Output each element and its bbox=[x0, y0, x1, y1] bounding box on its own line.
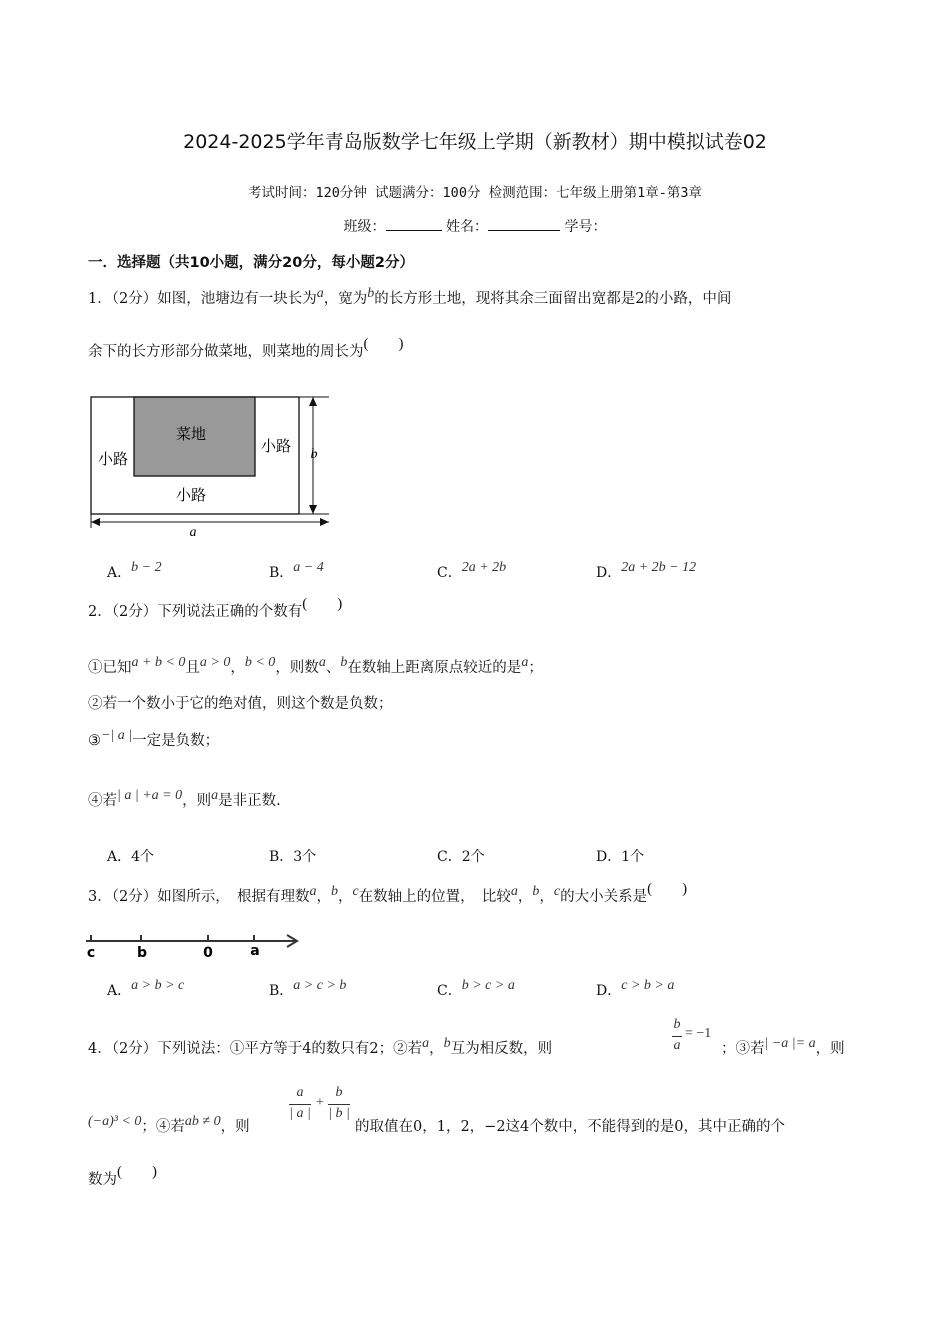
q1-answer-paren[interactable]: ( ) bbox=[363, 336, 404, 352]
s1-math: b < 0 bbox=[244, 655, 276, 670]
frac1-bar bbox=[289, 1104, 311, 1105]
q1-option-a[interactable] bbox=[107, 562, 162, 582]
frac1-denominator: | a | bbox=[289, 1106, 311, 1121]
q3-math: a bbox=[510, 884, 518, 899]
q1-text-line2: 余下的长方形部分做菜地，则菜地的周长为 bbox=[88, 344, 364, 360]
q1-figure bbox=[86, 392, 336, 542]
option-text: 3个 bbox=[293, 849, 317, 865]
q4-text: 互为相反数，则 bbox=[450, 1041, 553, 1057]
class-label: 班级： bbox=[343, 219, 386, 235]
s1-math: a bbox=[521, 655, 529, 670]
option-label: B． bbox=[269, 983, 294, 999]
plus-sign: + bbox=[316, 1095, 324, 1110]
q1-line2 bbox=[88, 336, 404, 361]
q4-text: ，则 bbox=[220, 1119, 250, 1135]
q3-answer-paren[interactable]: ( ) bbox=[647, 881, 688, 897]
s4-text: ，则 bbox=[182, 793, 212, 809]
road-left-label: 小路 bbox=[97, 450, 129, 468]
q2-option-c[interactable] bbox=[437, 846, 485, 866]
option-expr: b > c > a bbox=[461, 978, 515, 993]
option-label: C． bbox=[437, 849, 462, 865]
width-arrow-right bbox=[320, 518, 329, 526]
q1-var-b: b bbox=[367, 286, 375, 301]
q1-option-d[interactable] bbox=[596, 562, 696, 582]
s1-text: ①已知 bbox=[88, 660, 132, 676]
option-label: C． bbox=[437, 565, 462, 581]
road-right-label: 小路 bbox=[260, 437, 292, 455]
option-label: C． bbox=[437, 983, 462, 999]
q3-math: b bbox=[330, 884, 338, 899]
q4-math: a bbox=[422, 1036, 430, 1051]
option-expr: a > b > c bbox=[131, 978, 185, 993]
s1-math: b bbox=[340, 655, 348, 670]
q3-text: ， bbox=[517, 889, 533, 905]
s3-math: −| a | bbox=[101, 728, 133, 743]
q4-text: ；③若 bbox=[721, 1041, 765, 1057]
frac-numerator: b bbox=[673, 1017, 681, 1032]
exam-info: 考试时间：120分钟 试题满分：100分 检测范围：七年级上册第1章-第3章 bbox=[248, 185, 702, 201]
q3-number-line bbox=[84, 930, 304, 964]
student-info-line bbox=[0, 216, 950, 236]
q3-math: b bbox=[532, 884, 540, 899]
dim-height-label: b bbox=[310, 447, 318, 462]
s1-text: 、 bbox=[325, 660, 341, 676]
width-arrow-left bbox=[91, 518, 100, 526]
q2-stem-text: 2．（2分）下列说法正确的个数有 bbox=[88, 604, 303, 620]
q4-text: ；④若 bbox=[141, 1119, 185, 1135]
dim-width-label: a bbox=[189, 525, 197, 540]
option-label: A． bbox=[107, 565, 132, 581]
q1-text-b: ，宽为 bbox=[323, 291, 368, 307]
frac2-numerator: b bbox=[335, 1085, 343, 1100]
q3-text: 在数轴上的位置， 比较 bbox=[358, 889, 511, 905]
s4-text: 是非正数. bbox=[218, 793, 281, 809]
q4-math: b bbox=[443, 1036, 451, 1051]
q1-text-a: 1．（2分）如图，池塘边有一块长为 bbox=[88, 291, 317, 307]
q2-statement-4 bbox=[88, 789, 281, 810]
frac2-denominator: | b | bbox=[328, 1106, 350, 1121]
q4-text: 4．（2分）下列说法：①平方等于4的数只有2；②若 bbox=[88, 1041, 423, 1057]
q2-statement-1 bbox=[88, 656, 543, 677]
label-a: a bbox=[250, 943, 260, 959]
id-label: 学号： bbox=[564, 219, 607, 235]
q4-math: (−a)³ < 0 bbox=[88, 1114, 142, 1129]
frac1-numerator: a bbox=[296, 1085, 304, 1100]
section-heading: 一．选择题（共10小题，满分20分，每小题2分） bbox=[88, 255, 414, 271]
q3-option-c[interactable] bbox=[437, 980, 515, 1000]
s1-math: a bbox=[318, 655, 326, 670]
q4-text: ，则 bbox=[815, 1041, 845, 1057]
q3-text: ， bbox=[337, 889, 353, 905]
option-expr: b − 2 bbox=[131, 560, 162, 575]
s4-math: | a | +a = 0 bbox=[117, 788, 183, 803]
class-blank[interactable] bbox=[386, 216, 442, 231]
page-title: 2024-2025学年青岛版数学七年级上学期（新教材）期中模拟试卷02 bbox=[183, 131, 767, 153]
q4-line1 bbox=[88, 1037, 552, 1058]
q4-text: ， bbox=[429, 1041, 444, 1057]
label-0: 0 bbox=[203, 945, 213, 961]
garden-label: 菜地 bbox=[175, 425, 207, 443]
q1-line1 bbox=[88, 287, 731, 308]
q2-statement-2: ②若一个数小于它的绝对值，则这个数是负数； bbox=[88, 696, 393, 712]
option-text: 4个 bbox=[131, 849, 155, 865]
option-expr: 2a + 2b − 12 bbox=[621, 560, 697, 575]
option-expr: a > c > b bbox=[293, 978, 347, 993]
option-label: A． bbox=[107, 849, 132, 865]
q3-math: c bbox=[352, 884, 359, 899]
s1-text: ，则数 bbox=[275, 660, 319, 676]
name-blank[interactable] bbox=[488, 216, 560, 231]
frac-denominator: a bbox=[673, 1038, 681, 1053]
q4-text: 数为 bbox=[88, 1172, 117, 1188]
q1-text-c: 的长方形土地，现将其余三面留出宽都是2的小路，中间 bbox=[374, 291, 732, 307]
option-text: 1个 bbox=[621, 849, 645, 865]
option-label: D． bbox=[596, 849, 622, 865]
s1-text: ； bbox=[528, 660, 543, 676]
q3-text: ， bbox=[539, 889, 554, 905]
q3-option-d[interactable] bbox=[596, 980, 674, 1000]
frac2-bar bbox=[328, 1104, 350, 1105]
q3-math: c bbox=[553, 884, 561, 899]
q2-stem bbox=[88, 596, 343, 621]
q4-answer-paren[interactable]: ( ) bbox=[117, 1164, 157, 1180]
q4-math: | −a |= a bbox=[764, 1036, 816, 1051]
s1-text: ， bbox=[230, 660, 245, 676]
option-label: B． bbox=[269, 849, 294, 865]
q2-option-b[interactable] bbox=[269, 846, 316, 866]
option-text: 2个 bbox=[461, 849, 485, 865]
q4-math: ab ≠ 0 bbox=[184, 1114, 221, 1129]
option-expr: 2a + 2b bbox=[461, 560, 507, 575]
q3-text: ， bbox=[316, 889, 331, 905]
option-expr: c > b > a bbox=[621, 978, 675, 993]
q2-statement-3 bbox=[88, 729, 219, 750]
q4-line2 bbox=[88, 1115, 250, 1136]
s3-text: 一定是负数； bbox=[132, 733, 220, 749]
q3-text: 的大小关系是 bbox=[560, 889, 648, 905]
q4-line1-tail bbox=[721, 1037, 845, 1058]
q3-text: 3．（2分）如图所示， 根据有理数 bbox=[88, 889, 310, 905]
q2-answer-paren[interactable]: ( ) bbox=[302, 596, 343, 612]
s1-math: a + b < 0 bbox=[131, 655, 186, 670]
option-expr: a − 4 bbox=[293, 560, 324, 575]
q1-var-a: a bbox=[316, 286, 324, 301]
option-label: D． bbox=[596, 983, 622, 999]
option-label: B． bbox=[269, 565, 294, 581]
q1-option-b[interactable] bbox=[269, 562, 324, 582]
height-arrow-top bbox=[309, 397, 317, 406]
q4-line2-tail: 的取值在0，1，2，−2这4个数中，不能得到的是0，其中正确的个 bbox=[355, 1119, 785, 1135]
option-label: A． bbox=[107, 983, 132, 999]
frac-rhs: = −1 bbox=[685, 1026, 712, 1041]
height-arrow-bottom bbox=[309, 505, 317, 514]
label-b: b bbox=[136, 945, 148, 961]
q2-option-d[interactable] bbox=[596, 846, 644, 866]
q3-stem bbox=[88, 881, 688, 906]
name-label: 姓名： bbox=[446, 219, 488, 235]
q3-option-b[interactable] bbox=[269, 980, 346, 1000]
s4-text: ④若 bbox=[88, 793, 117, 809]
road-bottom-label: 小路 bbox=[175, 486, 207, 504]
s1-text: 在数轴上距离原点较近的是 bbox=[347, 660, 522, 676]
q1-option-c[interactable] bbox=[437, 562, 506, 582]
q4-fraction-sum bbox=[289, 1085, 353, 1129]
s1-math: a > 0 bbox=[199, 655, 231, 670]
q3-option-a[interactable] bbox=[107, 980, 184, 1000]
option-label: D． bbox=[596, 565, 622, 581]
s4-math: a bbox=[211, 788, 219, 803]
q2-option-a[interactable] bbox=[107, 846, 154, 866]
frac-bar bbox=[672, 1036, 682, 1037]
q4-line3 bbox=[88, 1164, 157, 1189]
s3-text: ③ bbox=[88, 733, 101, 749]
q3-math: a bbox=[309, 884, 317, 899]
label-c: c bbox=[86, 945, 96, 961]
s1-text: 且 bbox=[185, 660, 200, 676]
